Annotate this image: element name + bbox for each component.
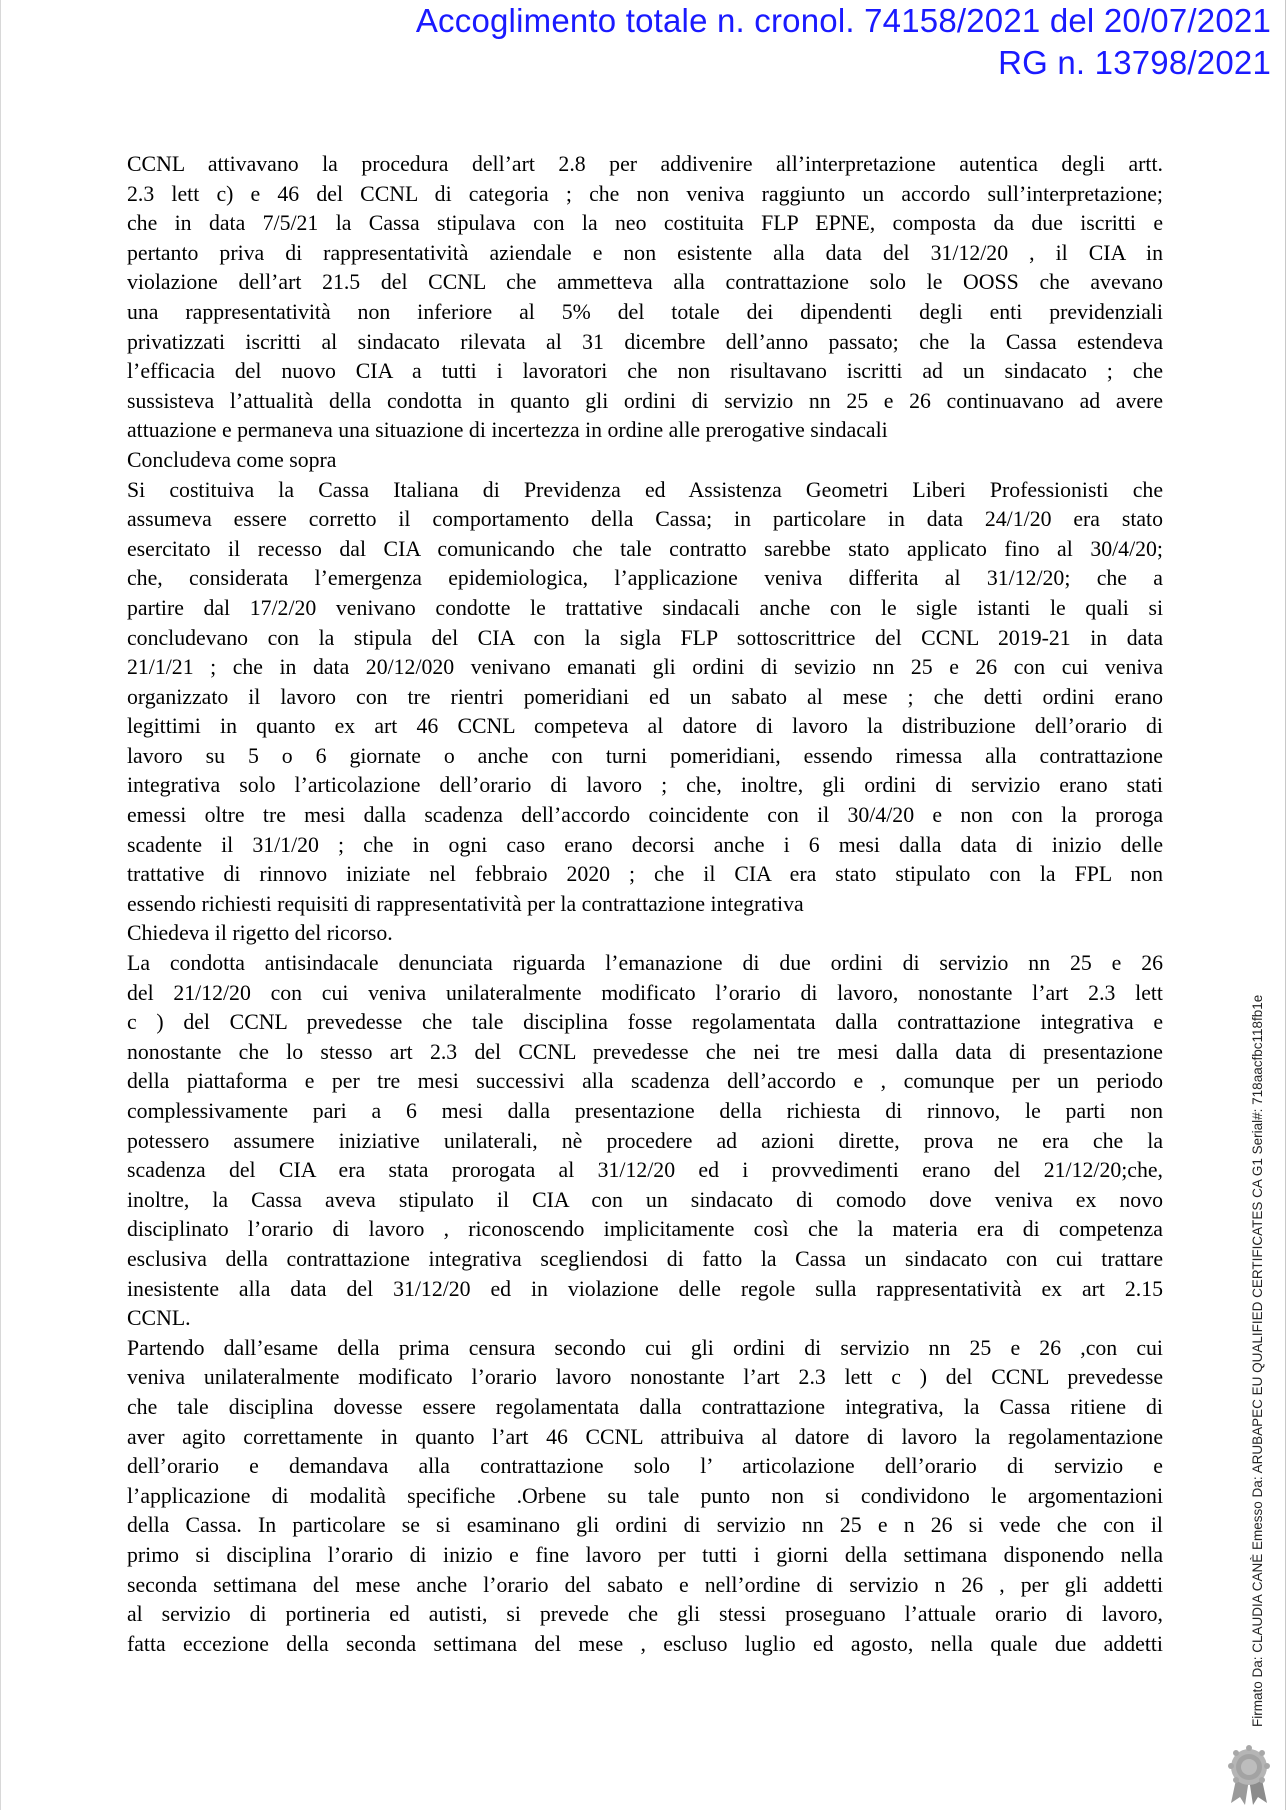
text-line: CCNL. (127, 1306, 191, 1331)
text-line: scadenza del CIA era stata prorogata al 31/12/20 ed i provvedimenti erano del 21/12/20;che, (127, 1158, 1163, 1183)
text-line: 2.3 lett c) e 46 del CCNL di categoria ; che non veniva raggiunto un accordo sull’interpretazione; (127, 181, 1163, 206)
text-line: l’efficacia del nuovo CIA a tutti i lavoratori che non risultavano iscritti ad un sindacato ; che (127, 359, 1163, 384)
text-line: integrativa solo l’articolazione dell’orario di lavoro ; che, inoltre, gli ordini di servizio erano stati (127, 773, 1163, 798)
text-line: della Cassa. In particolare se si esaminano gli ordini di servizio nn 25 e n 26 si vede che con il (127, 1513, 1163, 1538)
text-line: Partendo dall’esame della prima censura secondo cui gli ordini di servizio nn 25 e 26 ,con cui (127, 1335, 1163, 1360)
text-line: attuazione e permaneva una situazione di incertezza in ordine alle prerogative sindacali (127, 418, 888, 443)
text-line: pertanto priva di rappresentatività aziendale e non esistente alla data del 31/12/20 , il CIA in (127, 240, 1163, 265)
text-line: del 21/12/20 con cui veniva unilateralmente modificato l’orario di lavoro, nonostante l’art 2.3 lett (127, 980, 1163, 1005)
text-line: essendo richiesti requisiti di rappresentatività per la contrattazione integrativa (127, 891, 804, 916)
text-line: legittimi in quanto ex art 46 CCNL competeva al datore di lavoro la distribuzione dell’orario di (127, 714, 1163, 739)
text-line: emessi oltre tre mesi dalla scadenza dell’accordo coincidente con il 30/4/20 e non con la proroga (127, 803, 1163, 828)
text-line: CCNL attivavano la procedura dell’art 2.8 per addivenire all’interpretazione autentica degli artt. (127, 152, 1163, 176)
text-line: seconda settimana del mese anche l’orario del sabato e nell’ordine di servizio n 26 , per gli addetti (127, 1572, 1163, 1597)
signature-sidebar: Firmato Da: CLAUDIA CANÈ Emesso Da: ARUBAPEC EU QUALIFIED CERTIFICATES CA G1 Serial#: 718aacfbc118fb1e (1250, 994, 1265, 1727)
text-line: potessero assumere iniziative unilaterali, nè procedere ad azioni dirette, prova ne era che la (127, 1128, 1163, 1153)
text-line: al servizio di portineria ed autisti, si prevede che gli stessi proseguano l’attuale orario di lavoro, (127, 1602, 1163, 1627)
text-line: aver agito correttamente in quanto l’art 46 CCNL attribuiva al datore di lavoro la regolamentazione (127, 1424, 1163, 1449)
text-line: sussisteva l’attualità della condotta in quanto gli ordini di servizio nn 25 e 26 continuavano ad avere (127, 388, 1163, 413)
text-line: nonostante che lo stesso art 2.3 del CCNL prevedesse che nei tre mesi dalla data di presentazione (127, 1039, 1163, 1064)
text-line: Concludeva come sopra (127, 447, 337, 472)
text-line: complessivamente pari a 6 mesi dalla presentazione della richiesta di rinnovo, le parti non (127, 1099, 1163, 1123)
text-line: l’applicazione di modalità specifiche .Orbene su tale punto non si condividono le argomentazioni (127, 1483, 1163, 1508)
text-line: primo si disciplina l’orario di inizio e fine lavoro per tutti i giorni della settimana disponendo nella (127, 1542, 1163, 1567)
text-line: esercitato il recesso dal CIA comunicando che tale contratto sarebbe stato applicato fino al 30/4/20; (127, 536, 1163, 561)
text-line: c ) del CCNL prevedesse che tale disciplina fosse regolamentata dalla contrattazione integrativa e (127, 1010, 1163, 1035)
certificate-seal-icon (1223, 1745, 1275, 1807)
text-line: Chiedeva il rigetto del ricorso. (127, 921, 393, 946)
text-line: violazione dell’art 21.5 del CCNL che ammetteva alla contrattazione solo le OOSS che avevano (127, 270, 1163, 295)
text-line: della piattaforma e per tre mesi successivi alla scadenza dell’accordo e , comunque per un periodo (127, 1069, 1163, 1094)
text-line: assumeva essere corretto il comportamento della Cassa; in particolare in data 24/1/20 era stato (127, 507, 1163, 532)
text-line: trattative di rinnovo iniziate nel febbraio 2020 ; che il CIA era stato stipulato con la FPL non (127, 862, 1163, 887)
text-line: Si costituiva la Cassa Italiana di Previdenza ed Assistenza Geometri Liberi Professionisti che (127, 477, 1163, 502)
text-line: concludevano con la stipula del CIA con la sigla FLP sottoscrittrice del CCNL 2019-21 in data (127, 625, 1163, 650)
text-line: inoltre, la Cassa aveva stipulato il CIA con un sindacato di comodo dove veniva ex novo (127, 1187, 1163, 1212)
header-stamp (416, 0, 1271, 84)
stamp-line-rg-number: RG n. 13798/2021 (998, 44, 1271, 81)
stamp-line-decision: Accoglimento totale n. cronol. 74158/2021 del 20/07/2021 (415, 2, 1271, 39)
text-line: scadente il 31/1/20 ; che in ogni caso erano decorsi anche i 6 mesi dalla data di inizio delle (127, 832, 1163, 857)
text-line: veniva unilateralmente modificato l’orario lavoro nonostante l’art 2.3 lett c ) del CCNL prevedesse (127, 1365, 1163, 1390)
text-line: inesistente alla data del 31/12/20 ed in violazione delle regole sulla rappresentatività ex art 2.15 (127, 1276, 1163, 1301)
text-line: privatizzati iscritti al sindacato rilevata al 31 dicembre dell’anno passato; che la Cassa estendeva (127, 329, 1163, 354)
text-line: lavoro su 5 o 6 giornate o anche con turni pomeridiani, essendo rimessa alla contrattazione (127, 743, 1163, 768)
text-line: organizzato il lavoro con tre rientri pomeridiani ed un sabato al mese ; che detti ordini erano (127, 684, 1163, 709)
text-line: partire dal 17/2/20 venivano condotte le trattative sindacali anche con le sigle istanti le quali si (127, 595, 1163, 620)
text-line: 21/1/21 ; che in data 20/12/020 venivano emanati gli ordini di sevizio nn 25 e 26 con cui veniva (127, 655, 1163, 680)
document-body (127, 150, 1163, 1659)
text-line: dell’orario e demandava alla contrattazione solo l’ articolazione dell’orario di servizio e (127, 1454, 1163, 1479)
text-line: che in data 7/5/21 la Cassa stipulava con la neo costituita FLP EPNE, composta da due iscritti e (127, 211, 1163, 236)
text-line: fatta eccezione della seconda settimana del mese , escluso luglio ed agosto, nella quale due addetti (127, 1631, 1163, 1656)
text-line: una rappresentatività non inferiore al 5% del totale dei dipendenti degli enti previdenziali (127, 299, 1163, 324)
text-line: La condotta antisindacale denunciata riguarda l’emanazione di due ordini di servizio nn 25 e 26 (127, 951, 1163, 976)
text-line: che, considerata l’emergenza epidemiologica, l’applicazione veniva differita al 31/12/20; che a (127, 566, 1163, 591)
text-line: disciplinato l’orario di lavoro , riconoscendo implicitamente così che la materia era di competenza (127, 1217, 1163, 1242)
text-line: che tale disciplina dovesse essere regolamentata dalla contrattazione integrativa, la Cassa ritiene di (127, 1394, 1163, 1419)
text-line: esclusiva della contrattazione integrativa scegliendosi di fatto la Cassa un sindacato con cui trattare (127, 1246, 1163, 1271)
